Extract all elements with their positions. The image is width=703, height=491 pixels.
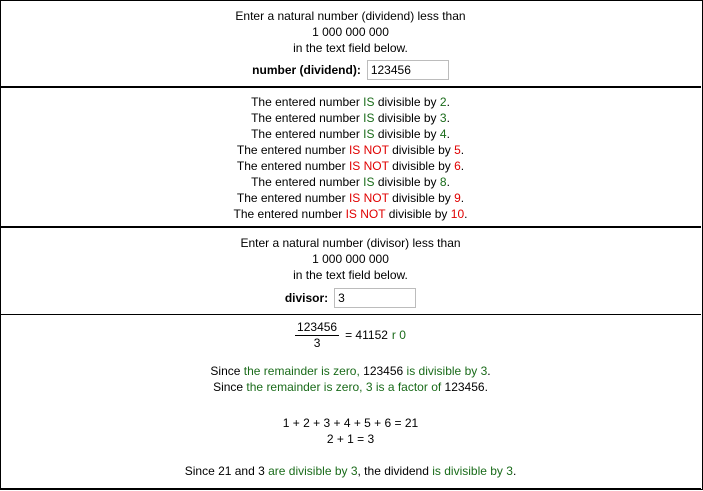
text-segment: . (460, 143, 465, 157)
text-segment: Since 21 and 3 (184, 464, 269, 478)
text-segment: . (460, 159, 465, 173)
highlight-green: are divisible by 3 (268, 464, 358, 478)
divider (0, 226, 701, 228)
text-segment: . (460, 191, 465, 205)
explanation-line (0, 379, 701, 395)
text-segment: divisible by (388, 143, 455, 157)
text-segment: divisible by (385, 207, 451, 221)
denominator: 3 (313, 335, 321, 350)
highlight-green: 2 (439, 95, 447, 109)
highlight-green: IS (363, 175, 375, 189)
divisor-label: divisor: (284, 291, 329, 305)
divider (0, 314, 701, 315)
prompt-line: 1 000 000 000 (312, 252, 389, 266)
highlight-red: 10 (450, 207, 465, 221)
text-segment: 123456. (441, 380, 488, 394)
text-segment: . (446, 95, 450, 109)
text-segment: 123456 (359, 364, 407, 378)
highlight-green: IS (363, 127, 375, 141)
quotient: = 41152 (345, 328, 388, 342)
divisibility-result-line (0, 142, 701, 158)
prompt-line: in the text field below. (293, 41, 408, 55)
text-segment: The entered number (251, 175, 364, 189)
text-segment: . (464, 207, 468, 221)
numerator: 123456 (297, 319, 338, 334)
highlight-green: the remainder is zero, (243, 364, 360, 378)
explanations (0, 363, 701, 395)
text-segment: The entered number (236, 143, 349, 157)
text-segment: , the dividend (357, 464, 433, 478)
text-segment: . (446, 127, 450, 141)
text-segment: The entered number (251, 95, 364, 109)
text-segment: divisible by (374, 111, 440, 125)
digit-sum-line: 1 + 2 + 3 + 4 + 5 + 6 = 21 (282, 416, 419, 430)
divisibility-result-line (0, 110, 701, 126)
highlight-green: the remainder is zero, (246, 380, 363, 394)
conclusion (0, 463, 701, 479)
divisor-section (0, 235, 701, 308)
highlight-green: 8 (439, 175, 447, 189)
highlight-red: 9 (454, 191, 461, 205)
divider (0, 488, 701, 489)
text-segment: . (512, 464, 517, 478)
prompt-line: Enter a natural number (divisor) less than (240, 236, 461, 250)
text-segment: divisible by (374, 95, 440, 109)
prompt-line: 1 000 000 000 (312, 25, 389, 39)
highlight-green: IS (363, 95, 375, 109)
prompt-line: in the text field below. (293, 268, 408, 282)
divisibility-result-line (0, 158, 701, 174)
digit-sum-line: 2 + 1 = 3 (326, 432, 375, 446)
divisibility-result-line (0, 174, 701, 190)
highlight-red: IS NOT (348, 191, 389, 205)
dividend-section (0, 8, 701, 80)
highlight-green: IS (363, 111, 375, 125)
text-segment: The entered number (251, 111, 364, 125)
highlight-green: 3 is a factor of (365, 380, 442, 394)
division-result (0, 319, 701, 351)
text-segment: divisible by (388, 191, 455, 205)
text-segment: Since (213, 380, 247, 394)
highlight-red: IS NOT (348, 143, 389, 157)
text-segment: The entered number (236, 191, 349, 205)
text-segment: Since (210, 364, 244, 378)
text-segment: divisible by (374, 127, 440, 141)
explanation-line (0, 363, 701, 379)
highlight-red: 6 (454, 159, 461, 173)
divisibility-results (0, 94, 701, 222)
divisibility-result-line (0, 126, 701, 142)
remainder: r 0 (391, 328, 406, 342)
division-section (0, 319, 701, 479)
divisor-input[interactable] (334, 288, 416, 308)
fraction (295, 320, 339, 351)
highlight-red: IS NOT (345, 207, 386, 221)
text-segment: The entered number (251, 127, 364, 141)
highlight-green: is divisible by 3 (432, 464, 513, 478)
text-segment: divisible by (374, 175, 440, 189)
highlight-red: 5 (454, 143, 461, 157)
text-segment: . (446, 175, 450, 189)
highlight-red: IS NOT (348, 159, 389, 173)
dividend-input[interactable] (367, 60, 449, 80)
highlight-green: 4 (439, 127, 447, 141)
divider (0, 86, 701, 88)
text-segment: divisible by (388, 159, 455, 173)
text-segment: The entered number (233, 207, 346, 221)
text-segment: . (446, 111, 450, 125)
highlight-green: is divisible by 3 (406, 364, 488, 378)
prompt-line: Enter a natural number (dividend) less than (235, 9, 466, 23)
text-segment: . (487, 364, 491, 378)
dividend-label: number (dividend): (252, 63, 361, 77)
highlight-green: 3 (439, 111, 447, 125)
text-segment: The entered number (236, 159, 349, 173)
divisibility-result-line (0, 206, 701, 222)
divisibility-result-line (0, 94, 701, 110)
divisibility-result-line (0, 190, 701, 206)
